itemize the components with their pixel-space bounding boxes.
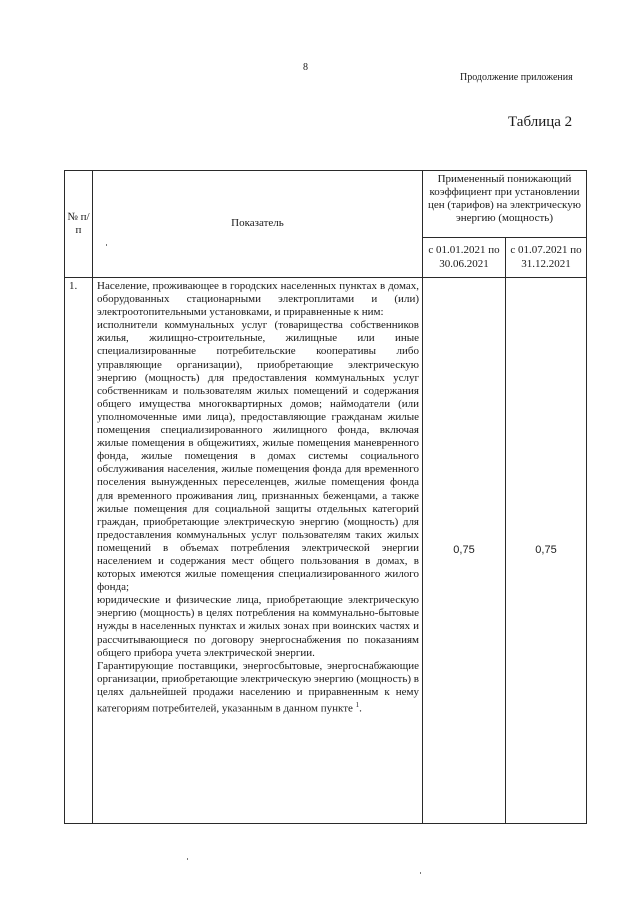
header-cell-number: № п/п [65, 171, 93, 278]
header-cell-indicator: Показатель [93, 171, 423, 278]
footnote-mark: 1 [355, 701, 360, 709]
table-row [65, 278, 587, 824]
table-title: Таблица 2 [508, 114, 573, 130]
indicator-text [93, 278, 423, 824]
page-number: 8 [303, 62, 308, 73]
value-period-2: 0,75 [506, 278, 587, 824]
indicator-paragraph-suppliers [97, 660, 419, 716]
header-cell-period-1: с 01.01.2021 по 30.06.2021 [423, 238, 506, 278]
value-period-1: 0,75 [423, 278, 506, 824]
header-cell-period-2: с 01.07.2021 по 31.12.2021 [506, 238, 587, 278]
indicator-paragraph-utility-providers: исполнители коммунальных услуг (товарищества собственников жилья, жилищно-строительные, жилищные или иные специализированные потребительские кооперативы либо управляющие организации), приобретающие электрическую энергию (мощность) для предоставления коммунальных услуг собственникам и пользователям жилых помещений и содержания общего имущества многоквартирных домов; наймодатели (или уполномоченные ими лица), предоставляющие гражданам жилые помещения специализированного жилищного фонда, включая жилые помещения в общежитиях, жилые помещения маневренного фонда, жилые помещения в домах системы социального обслуживания населения, жилые помещения фонда для временного поселения вынужденных переселенцев, жилые помещения фонда для временного проживания лиц, признанных беженцами, а также жилые помещения для социальной защиты отдельных категорий граждан, приобретающие электрическую энергию (мощность) для предоставления коммунальных услуг пользователям таких жилых помещений в объемах потребления электрической энергии населением и содержания мест общего пользования в домах, в которых имеются жилые помещения специализированного жилого фонда; [97, 319, 419, 594]
indicator-paragraph-intro: Население, проживающее в городских населенных пунктах в домах, оборудованных стационарными электроплитами и (или) электроотопительными установками, и приравненные к ним: [97, 280, 419, 319]
continuation-label: Продолжение приложения [460, 72, 573, 83]
suppliers-text: Гарантирующие поставщики, энергосбытовые, энергоснабжающие организации, приобретающие электрическую энергию (мощность) в целях дальнейшей продажи населению и приравненным к нему категориям потребителей, указанным в данном пункте [97, 659, 419, 715]
indicator-paragraph-legal-entities: юридические и физические лица, приобретающие электрическую энергию (мощность) в целях потребления на коммунально-бытовые нужды в населенных пунктах и жилых зонах при воинских частях и рассчитывающиеся по договору энергоснабжения по показаниям общего прибора учета электрической энергии. [97, 594, 419, 659]
row-number: 1. [65, 278, 93, 824]
final-punctuation: . [359, 702, 362, 715]
tariff-table [64, 170, 587, 824]
header-cell-coefficient: Примененный понижающий коэффициент при установлении цен (тарифов) на электрическую энергию (мощность) [423, 171, 587, 238]
